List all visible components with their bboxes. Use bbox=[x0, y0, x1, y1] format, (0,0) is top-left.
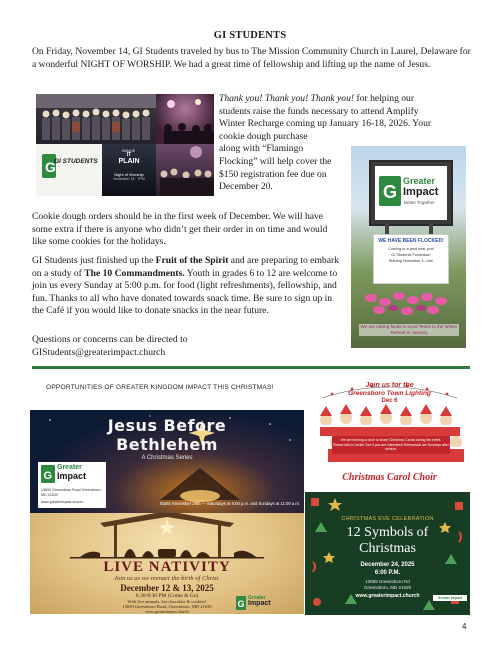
twelve-symbols-flyer bbox=[305, 492, 470, 615]
thanks-line-3: Winter Recharge coming up January 16-18, 2026. Your bbox=[219, 118, 432, 130]
sign-brand-2: Impact bbox=[403, 186, 439, 198]
nativity-site: www.greaterimpact.church bbox=[145, 609, 189, 614]
banner-title: WE HAVE BEEN FLOCKED! bbox=[378, 238, 444, 244]
sign-brand: Greater bbox=[403, 176, 436, 186]
nativity-logo bbox=[236, 595, 298, 611]
choir-footer: Christmas Carol Choir bbox=[342, 472, 437, 483]
thanks-line-5: along with “Flamingo bbox=[219, 143, 304, 155]
sign-face bbox=[375, 166, 447, 220]
banner-footer: We are raising funds to send Teens to the Winter Retreat in January bbox=[360, 324, 458, 335]
thank-you-lead: Thank you! Thank you! Thank you! bbox=[219, 93, 355, 104]
choir-top-2: Greensboro Town Lighting bbox=[348, 390, 431, 397]
fruit-of-spirit-paragraph bbox=[32, 255, 344, 318]
section-divider bbox=[32, 366, 470, 369]
group-photo bbox=[36, 94, 156, 144]
crowd-photo bbox=[156, 144, 214, 196]
carol-choir-flyer bbox=[312, 382, 467, 488]
choir-top-1: Join us for the bbox=[365, 382, 414, 389]
greater-impact-logo-icon bbox=[236, 596, 246, 610]
symbols-site: www.greaterimpact.church bbox=[355, 593, 420, 599]
thanks-line-7: $150 registration fee due on bbox=[219, 168, 327, 180]
flocked-sign-photo bbox=[351, 146, 466, 348]
sign-tagline: Better Together bbox=[404, 200, 435, 205]
gi-students-logo-text: GI STUDENTS bbox=[54, 158, 98, 165]
jesus-subtitle: A Christmas Series bbox=[141, 455, 193, 461]
flyer-line-2: IT bbox=[126, 152, 132, 158]
jesus-before-bethlehem-flyer bbox=[30, 410, 304, 513]
svg-text:G: G bbox=[45, 159, 56, 175]
worship-paragraph: On Friday, November 14, GI Students traveled by bus to The Mission Community Church in Laurel, Delaware for a wonderful NIGHT OF WORSHIP. We had a great time of fellowship and lifting up the name of Jesus. bbox=[32, 46, 471, 70]
thanks-line-8: December 20. bbox=[219, 181, 273, 193]
jesus-logo-2: Impact bbox=[57, 471, 87, 481]
nativity-address: 13699 Greensboro Road, Greensboro, MD 21639 bbox=[122, 604, 212, 609]
questions-text: Questions or concerns can be directed to bbox=[32, 334, 188, 345]
opportunities-heading: OPPORTUNITIES OF GREATER KINGDOM IMPACT THIS CHRISTMAS! bbox=[46, 384, 274, 391]
jesus-address: 13699 Greensboro Road Greensboro, MD 21639 bbox=[41, 488, 102, 497]
nativity-extras: With live animals, hot chocolate & cookies! bbox=[127, 599, 207, 604]
flamingos-graphic bbox=[351, 284, 466, 324]
students-photo-collage bbox=[36, 94, 214, 196]
thanks-line-4: cookie dough purchase bbox=[219, 130, 308, 142]
svg-text:G: G bbox=[383, 182, 398, 202]
nativity-time: 6:30-8:30 PM (Come & Go) bbox=[135, 593, 199, 599]
symbols-logo: Greater Impact bbox=[433, 595, 467, 601]
jesus-site: www.greaterimpact.church bbox=[41, 500, 84, 504]
symbols-date: December 24, 2025 bbox=[360, 562, 415, 568]
greater-impact-logo-icon bbox=[379, 176, 401, 206]
spirit-bold-1: Fruit of the Spirit bbox=[155, 255, 229, 266]
concert-photo bbox=[156, 94, 214, 144]
gi-students-logo bbox=[36, 144, 102, 196]
choir-mid-2: Please talk to Jackie Gee if you are interested! Rehearsals are Sundays after service. bbox=[333, 442, 449, 451]
spirit-bold-2: The 10 Commandments. bbox=[84, 267, 185, 279]
nativity-sub: Join us as we reenact the birth of Christ. bbox=[114, 575, 220, 582]
nativity-logo-2: Impact bbox=[248, 600, 271, 607]
greater-impact-logo-icon bbox=[41, 465, 55, 483]
cookie-paragraph: Cookie dough orders should be in the first week of December. We will have some extra if there is anyone who didn’t get their order in on time and would like some cookies for the holidays. bbox=[32, 211, 328, 248]
jesus-schedule: Starts November 29th — Saturdays at 6:00 p.m. and Sundays at 11:00 a.m. bbox=[159, 501, 300, 506]
svg-text:G: G bbox=[237, 599, 245, 609]
symbols-address-2: Greensboro, MD 21639 bbox=[363, 585, 412, 590]
banner-line-3: Starting November 1—ish! bbox=[388, 259, 434, 263]
flyer-line-5: November 14 · 7PM bbox=[113, 177, 145, 181]
jesus-title-2: Bethlehem bbox=[116, 435, 218, 454]
jesus-title-1: Jesus Before bbox=[107, 416, 227, 435]
jesus-logo-box bbox=[38, 462, 106, 508]
spirit-text-2: and are preparing to embark on a study of bbox=[32, 255, 339, 279]
banner-line-2: GI Students Fundraiser bbox=[391, 253, 431, 257]
crowd-graphic bbox=[156, 144, 214, 196]
flyer-line-4: Night of Worship bbox=[114, 172, 144, 177]
symbols-title-1: 12 Symbols of bbox=[346, 525, 429, 540]
symbols-top: CHRISTMAS EVE CELEBRATION bbox=[341, 516, 434, 522]
spirit-text-1: GI Students just finished up the bbox=[32, 255, 156, 266]
thanks-line-6: Flocking” will help cover the bbox=[219, 155, 332, 167]
flocked-banner bbox=[373, 234, 449, 284]
symbols-address-1: 13699 Greensboro Rd bbox=[365, 579, 410, 584]
flyer-line-3: PLAIN bbox=[118, 158, 140, 165]
students-email-link[interactable]: GIStudents@greaterimpact.church bbox=[32, 346, 166, 358]
group-people-graphic bbox=[36, 94, 156, 144]
thanks-line-1: for helping our bbox=[356, 93, 415, 104]
make-it-plain-flyer bbox=[102, 144, 156, 196]
gi-logo-graphic bbox=[36, 144, 102, 196]
nativity-title: LIVE NATIVITY bbox=[103, 559, 231, 575]
nativity-dates: December 12 & 13, 2025 bbox=[120, 583, 214, 593]
jesus-logo-1: Greater bbox=[57, 464, 82, 471]
svg-text:G: G bbox=[43, 470, 53, 482]
live-nativity-flyer bbox=[30, 513, 304, 614]
nativity-logo-1: Greater bbox=[248, 595, 266, 601]
questions-paragraph bbox=[32, 334, 342, 359]
choir-mid-1: We are forming a choir to share Christmas Carols during the event. bbox=[340, 438, 442, 442]
thanks-line-2: students raise the funds necessary to attend Amplify bbox=[219, 105, 419, 117]
symbols-title-2: Christmas bbox=[359, 541, 416, 556]
banner-line-1: Coming to a yard near you! bbox=[388, 247, 434, 251]
spirit-text-3: Youth in grades 6 to 12 are welcome to join us every Sunday at 5:00 p.m. for food (light refreshments), fellowship, and fun. Thanks to all who have donated towards snack time. Be sure to sign up in the Café if you would like to donate snacks in the near future. bbox=[32, 267, 338, 317]
symbols-time: 6:00 P.M. bbox=[374, 570, 401, 576]
choir-info-box bbox=[332, 436, 450, 454]
choir-top-3: Dec 6 bbox=[381, 398, 398, 404]
church-sign-board bbox=[369, 160, 453, 226]
page-number: 4 bbox=[462, 622, 467, 631]
stage-lights-graphic bbox=[156, 94, 214, 144]
page-title: GI STUDENTS bbox=[213, 30, 287, 41]
flyer-line-1: MAKE bbox=[122, 148, 136, 153]
